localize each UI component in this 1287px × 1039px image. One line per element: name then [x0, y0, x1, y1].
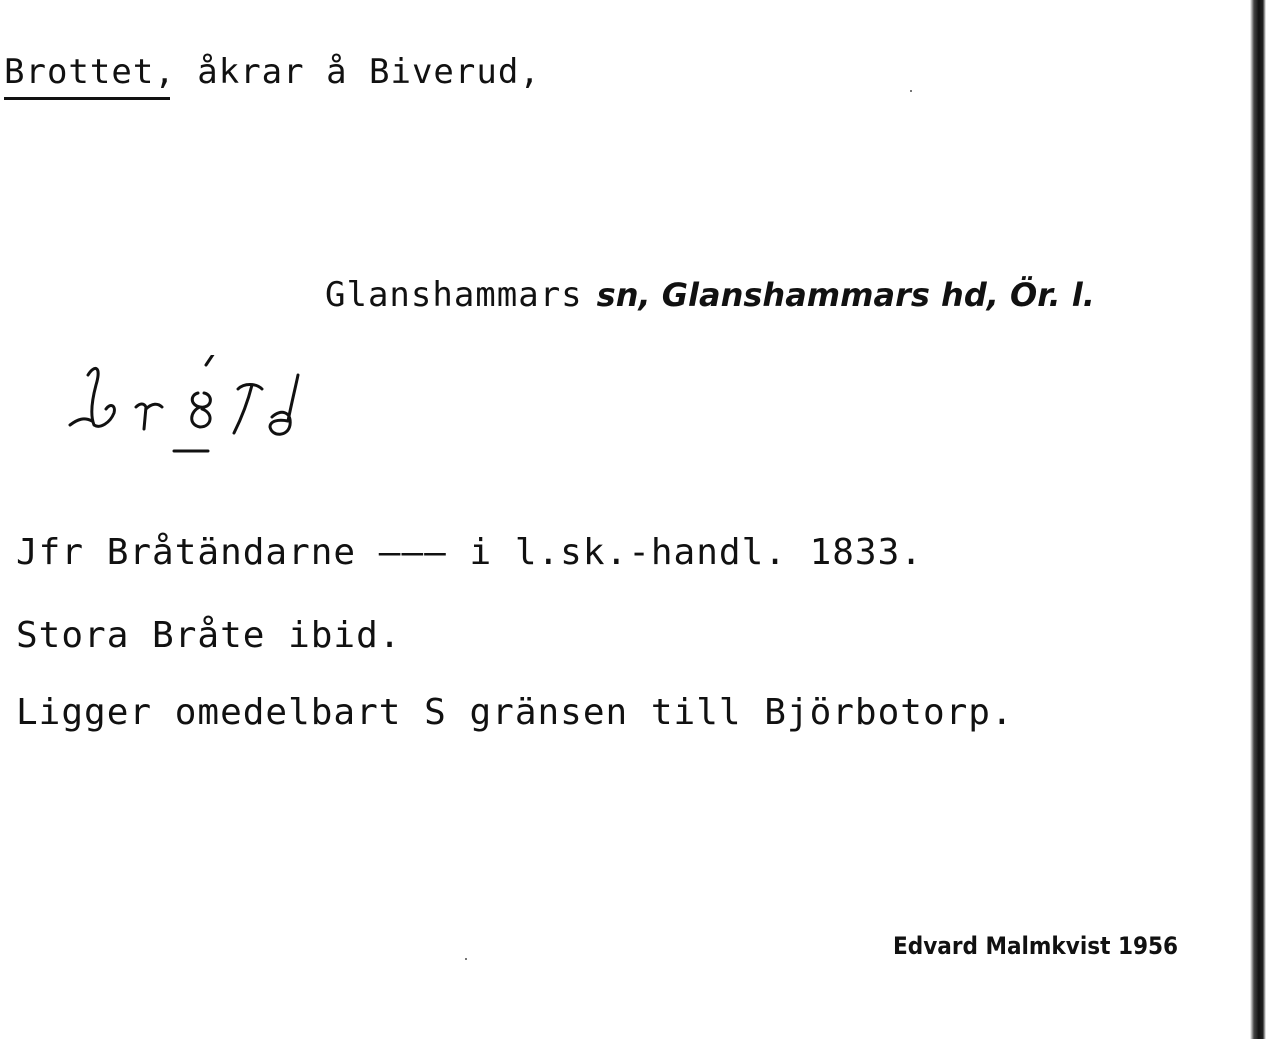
headword: Brottet,: [4, 52, 176, 92]
reference-line-2: Stora Bråte ibid.: [16, 615, 402, 656]
headword-description: åkrar å Biverud,: [197, 52, 541, 92]
reference-line-1: Jfr Bråtändarne ––– i l.sk.-handl. 1833.: [16, 532, 923, 573]
location-detail: sn, Glanshammars hd, Ör. l.: [596, 276, 1095, 314]
signature: Edvard Malmkvist 1956: [893, 932, 1179, 960]
phonetic-transcription-handwritten: [66, 355, 306, 465]
scan-speck: [465, 958, 467, 960]
scan-speck: [910, 90, 912, 92]
headword-line: [4, 52, 541, 92]
card-edge-shadow: [1250, 0, 1266, 1039]
location-parish: Glanshammars: [325, 275, 583, 315]
reference-line-3: Ligger omedelbart S gränsen till Björbotorp.: [16, 692, 1014, 733]
location-line: [325, 275, 1095, 315]
